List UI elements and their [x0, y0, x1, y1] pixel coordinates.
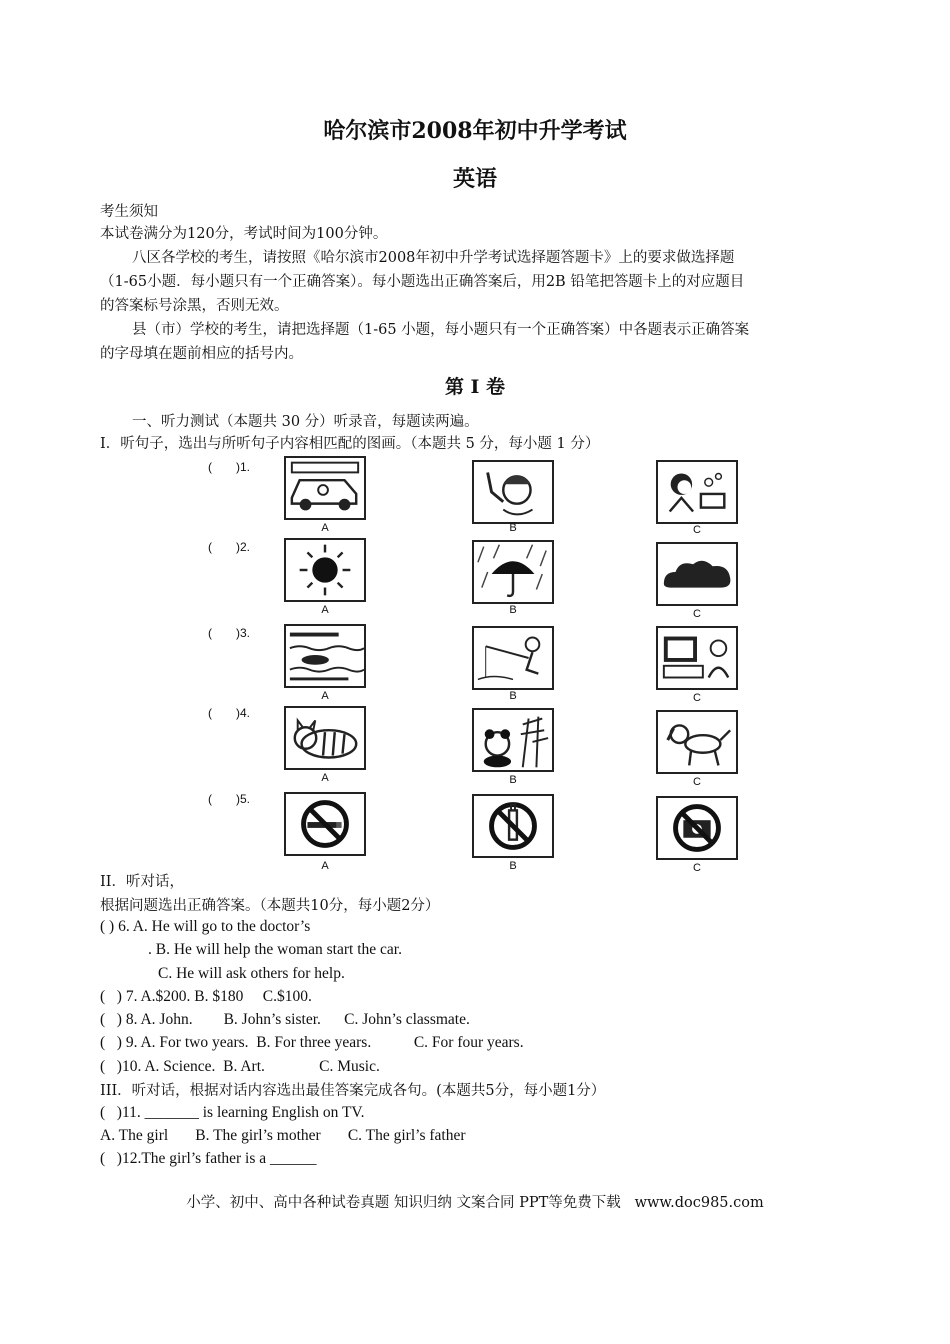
option-picture [284, 624, 366, 688]
computer-icon [658, 628, 736, 688]
page-footer: 小学、初中、高中各种试卷真题 知识归纳 文案合同 PPT等免费下载 www.doc985.com [186, 1195, 764, 1211]
dog-icon [658, 712, 736, 772]
cloud-icon [658, 544, 736, 604]
option-picture [472, 540, 554, 604]
option-picture [472, 626, 554, 690]
option-picture [656, 542, 738, 606]
part2-intro: II．听对话， [100, 874, 184, 890]
option-picture [472, 708, 554, 772]
cooking-icon [658, 462, 736, 522]
listening-intro: 一、听力测试（本题共 30 分）听录音，每题读两遍。 [132, 414, 479, 430]
question-8: ( ) 8. A. John. B. John’s sister. C. John’s classmate. [100, 1011, 470, 1028]
panda-icon [474, 710, 552, 770]
notice-line: 的答案标号涂黑，否则无效。 [100, 298, 289, 314]
option-letter: C [693, 692, 701, 704]
question-12: ( )12.The girl’s father is a ______ [100, 1150, 317, 1167]
option-picture [656, 460, 738, 524]
car-icon [286, 458, 364, 518]
option-letter: C [693, 608, 701, 620]
row-label: ( )2. [208, 540, 251, 554]
notice-line: （1-65小题．每小题只有一个正确答案）。每小题选出正确答案后，用2B 铅笔把答题卡上的对应题目 [100, 274, 745, 290]
swimming-icon [286, 626, 364, 686]
row-label: ( )5. [208, 792, 251, 806]
notice-line: 县（市）学校的考生，请把选择题（1-65 小题，每小题只有一个正确答案）中各题表示正确答案 [132, 322, 750, 338]
row-label: ( )1. [208, 460, 251, 474]
no-smoking-icon [286, 794, 364, 854]
option-letter: B [509, 774, 517, 786]
sun-icon [286, 540, 364, 600]
option-picture [472, 460, 554, 524]
option-letter: A [321, 860, 329, 872]
option-picture [284, 792, 366, 856]
section-title: 第 I 卷 [444, 376, 506, 398]
question-6: ( ) 6. A. He will go to the doctor’s [100, 918, 311, 935]
option-picture [284, 706, 366, 770]
option-picture [656, 710, 738, 774]
row-label: ( )3. [208, 626, 251, 640]
option-letter: C [693, 524, 701, 536]
question-6-option: . B. He will help the woman start the car. [148, 941, 402, 958]
option-letter: A [321, 772, 329, 784]
option-letter: B [509, 690, 517, 702]
option-letter: C [693, 776, 701, 788]
cat-icon [286, 708, 364, 768]
umbrella-rain-icon [474, 542, 552, 602]
question-9: ( ) 9. A. For two years. B. For three years. C. For four years. [100, 1034, 524, 1051]
no-drinking-icon [474, 796, 552, 856]
option-letter: A [321, 690, 329, 702]
question-6-option: C. He will ask others for help. [158, 965, 345, 982]
option-letter: C [693, 862, 701, 874]
option-letter: B [509, 522, 517, 534]
subject-title: 英语 [452, 166, 497, 192]
question-11-options: A. The girl B. The girl’s mother C. The girl’s father [100, 1127, 466, 1144]
part2-intro: 根据问题选出正确答案。（本题共10分，每小题2分） [100, 898, 440, 914]
option-letter: A [321, 604, 329, 616]
option-picture [284, 456, 366, 520]
option-picture [656, 796, 738, 860]
option-picture [284, 538, 366, 602]
page-title: 哈尔滨市2008年初中升学考试 [323, 118, 627, 144]
part3-intro: III．听对话，根据对话内容选出最佳答案完成各句。(本题共5分，每小题1分） [100, 1083, 606, 1099]
waving-person-icon [474, 462, 552, 522]
part1-intro: I．听句子，选出与所听句子内容相匹配的图画。（本题共 5 分，每小题 1 分） [100, 436, 600, 452]
no-camera-icon [658, 798, 736, 858]
option-picture [472, 794, 554, 858]
question-11: ( )11. _______ is learning English on TV. [100, 1104, 365, 1121]
fishing-icon [474, 628, 552, 688]
question-7: ( ) 7. A.$200. B. $180 C.$100. [100, 988, 312, 1005]
option-letter: B [509, 604, 517, 616]
row-label: ( )4. [208, 706, 251, 720]
notice-line: 八区各学校的考生，请按照《哈尔滨市2008年初中升学考试选择题答题卡》上的要求做选择题 [132, 250, 735, 266]
option-letter: B [509, 860, 517, 872]
option-picture [656, 626, 738, 690]
notice-heading: 考生须知 [100, 204, 158, 220]
option-letter: A [321, 522, 329, 534]
question-10: ( )10. A. Science. B. Art. C. Music. [100, 1058, 380, 1075]
notice-line: 的字母填在题前相应的括号内。 [100, 346, 303, 362]
notice-line: 本试卷满分为120分，考试时间为100分钟。 [100, 226, 388, 242]
